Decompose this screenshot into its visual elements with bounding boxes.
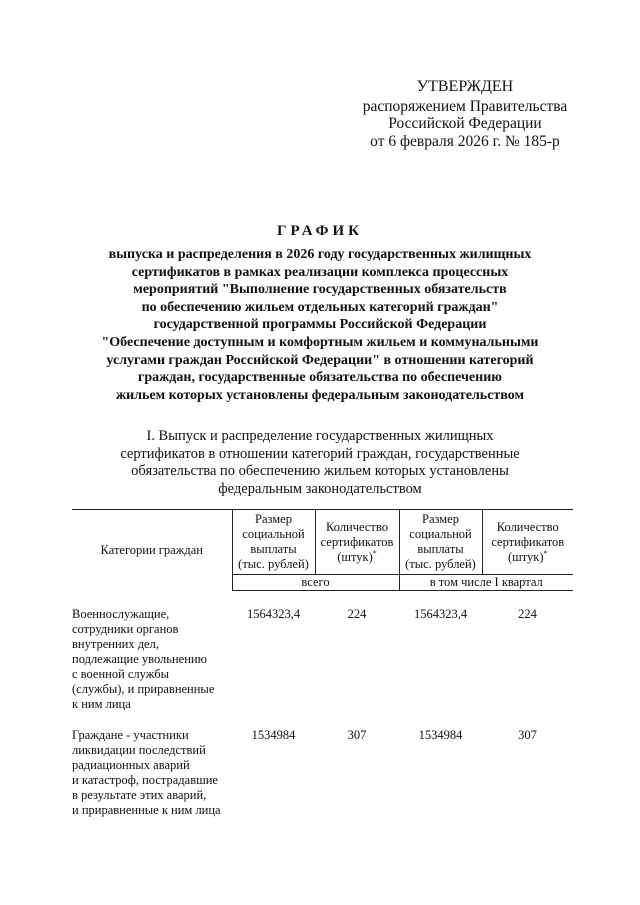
header-total-count: Количество сертификатов (штук)* (315, 510, 399, 575)
header-total-size: Размер социальной выплаты (тыс. рублей) (232, 510, 315, 575)
table-row (72, 607, 573, 712)
total-size-cell: 1534984 (251, 728, 296, 742)
row-category: Граждане - участники ликвидации последствий радиационных аварий и катастроф, пострадавшие в результате этих аварий, и приравненные к ним лица (72, 728, 221, 817)
subtitle-line: по обеспечению жильем отдельных категорий граждан" (141, 299, 499, 315)
total-count-cell: 307 (347, 728, 367, 742)
q1-size-cell: 1564323,4 (413, 607, 468, 621)
subtitle-line: выпуска и распределения в 2026 году государственных жилищных (108, 247, 532, 262)
approval-line: Российской Федерации (388, 115, 542, 132)
span-q1: в том числе I квартал (399, 575, 573, 591)
subtitle-line: мероприятий "Выполнение государственных обязательств (133, 282, 507, 298)
total-size-cell: 1564323,4 (246, 607, 301, 621)
total-count-cell: 224 (347, 607, 367, 621)
row-category: Военнослужащие, сотрудники органов внутренних дел, подлежащие увольнению с военной службы (службы), и приравненные к ним лица (72, 607, 215, 711)
section-line: обязательства по обеспечению жильем которых установлены (131, 463, 509, 479)
section-line: I. Выпуск и распределение государственных жилищных (146, 428, 494, 444)
section-line: сертификатов в отношении категорий граждан, государственные (120, 445, 520, 462)
subtitle-line: граждан, государственные обязательства по обеспечению (138, 370, 502, 386)
table-row (72, 728, 573, 818)
document-subtitle (60, 246, 580, 404)
certificates-table (72, 509, 573, 818)
approval-line: распоряжением Правительства (362, 97, 568, 115)
subtitle-line: государственной программы Российской Федерации (153, 317, 487, 333)
q1-count-cell: 307 (518, 728, 537, 742)
subtitle-line: услугами граждан Российской Федерации" в отношении категорий (106, 352, 534, 368)
span-total: всего (232, 575, 399, 591)
section-line: федеральным законодательством (218, 480, 422, 497)
section-heading (70, 428, 570, 498)
header-q1-size: Размер социальной выплаты (тыс. рублей) (399, 510, 482, 575)
approval-line: от 6 февраля 2026 г. № 185-р (370, 132, 560, 150)
q1-size-cell: 1534984 (418, 728, 463, 742)
header-q1-count: Количество сертификатов (штук)* (482, 510, 573, 575)
header-category: Категории граждан (72, 510, 232, 591)
document-title: ГРАФИК (276, 223, 364, 239)
q1-count-cell: 224 (518, 607, 537, 621)
subtitle-line: жильем которых установлены федеральным законодательством (115, 387, 525, 403)
subtitle-line: "Обеспечение доступным и комфортным жильем и коммунальными (101, 334, 539, 350)
approval-heading: УТВЕРЖДЕН (416, 78, 514, 95)
approval-block (345, 78, 585, 150)
subtitle-line: сертификатов в рамках реализации комплекса процессных (131, 264, 509, 280)
